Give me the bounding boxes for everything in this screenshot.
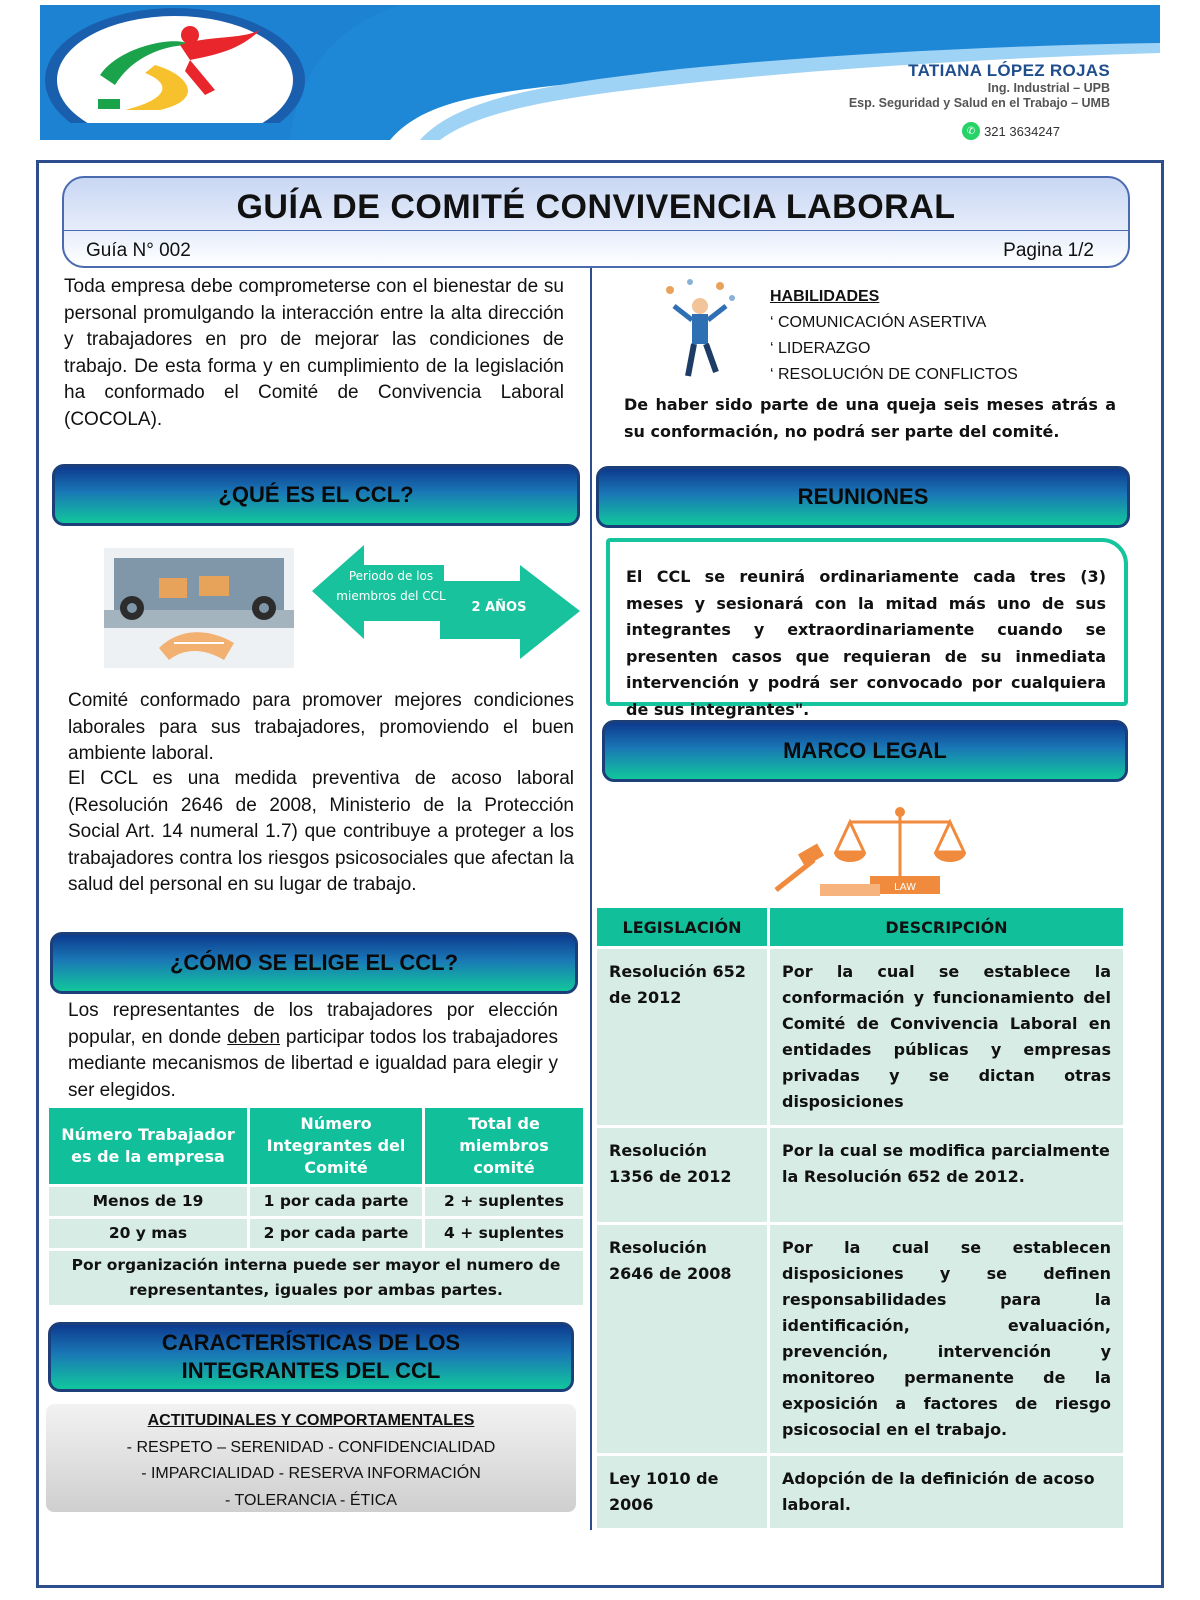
handshake-gears-illustration: [104, 548, 294, 668]
table-cell: Ley 1010 de 2006: [597, 1456, 767, 1528]
section-title: REUNIONES: [797, 484, 929, 509]
section-header-caracteristicas: [48, 1322, 574, 1392]
table-cell: Resolución 2646 de 2008: [597, 1225, 767, 1453]
table-cell: Menos de 19: [49, 1187, 247, 1216]
phone-contact: [962, 122, 1060, 140]
phone-number: 321 3634247: [984, 123, 1060, 139]
section-title: ¿CÓMO SE ELIGE EL CCL?: [169, 950, 459, 975]
table-cell: Por la cual se modifica parcialmente la Resolución 652 de 2012.: [770, 1128, 1123, 1222]
como-elige-underlined: deben: [227, 1026, 281, 1048]
table-cell: 20 y mas: [49, 1219, 247, 1248]
skills-list: [770, 284, 1018, 388]
section-title: MARCO LEGAL: [783, 738, 947, 763]
scales-of-justice-icon: [770, 800, 970, 900]
page-title: GUÍA DE COMITÉ CONVIVENCIA LABORAL: [236, 188, 956, 226]
section-header-como-elige: [50, 932, 578, 994]
author-name: TATIANA LÓPEZ ROJAS: [908, 61, 1110, 80]
section-title-line-1: CARACTERÍSTICAS DE LOS: [161, 1330, 461, 1355]
actitudinales-heading: ACTITUDINALES Y COMPORTAMENTALES: [147, 1412, 475, 1429]
table-row: [597, 949, 1123, 1125]
como-elige-text-2: participar todos los trabajadores mediante mecanismos de libertad e igualdad para elegir y ser elegidos.: [68, 1026, 558, 1101]
table-header-row: [49, 1108, 583, 1184]
list-item: - RESPETO – SERENIDAD - CONFIDENCIALIDAD: [126, 1438, 496, 1456]
table-cell: Resolución 652 de 2012: [597, 949, 767, 1125]
table-cell: Resolución 1356 de 2012: [597, 1128, 767, 1222]
table-row: [597, 1456, 1123, 1528]
table-cell: 2 + suplentes: [425, 1187, 583, 1216]
header-banner: [40, 5, 1160, 140]
table-cell: 4 + suplentes: [425, 1219, 583, 1248]
members-table: [46, 1105, 586, 1308]
section-title: [162, 1329, 460, 1385]
section-title: ¿QUÉ ES EL CCL?: [218, 482, 414, 507]
legislation-table: [594, 905, 1126, 1531]
reuniones-box: [606, 538, 1128, 719]
intro-paragraph: Toda empresa debe comprometerse con el bienestar de su personal promulgando la interacción entre la alta dirección y trabajadores en pro de mejorar las condiciones de trabajo. De esta forma y en cumplimiento de la legislación ha conformado el Comité de Convivencia Laboral (COCOLA).: [64, 276, 564, 430]
whatsapp-icon: ✆: [962, 122, 980, 140]
section-header-que-es: [52, 464, 580, 526]
list-item: ‘ LIDERAZGO: [770, 340, 871, 357]
skills-warning: De haber sido parte de una queja seis meses atrás a su conformación, no podrá ser parte del comité.: [624, 395, 1116, 441]
list-item: ‘ RESOLUCIÓN DE CONFLICTOS: [770, 366, 1018, 383]
author-specialization: Esp. Seguridad y Salud en el Trabajo – UMB: [848, 96, 1110, 110]
table-cell: 1 por cada parte: [250, 1187, 422, 1216]
table-cell: Por la cual se establece la conformación y funcionamiento del Comité de Convivencia Laboral en entidades públicas y empresas privadas y se dictan otras disposiciones: [770, 949, 1123, 1125]
law-label: LAW: [894, 882, 916, 893]
table-header-row: [597, 908, 1123, 946]
que-es-paragraph-1: Comité conformado para promover mejores condiciones laborales para sus trabajadores, promoviendo el buen ambiente laboral.: [68, 690, 574, 764]
table-note-row: [49, 1251, 583, 1305]
skills-heading: HABILIDADES: [770, 288, 880, 305]
reuniones-text: El CCL se reunirá ordinariamente cada tres (3) meses y sesionará con la mitad más uno de sus integrantes y extraordinariamente cuando se presenten casos que requieran de su inmediata intervención y podrá ser convocado por cualquiera de sus integrantes".: [626, 567, 1106, 719]
table-row: [597, 1128, 1123, 1222]
title-box: [62, 176, 1130, 268]
table-header-cell: Total de miembros comité: [425, 1108, 583, 1184]
table-cell: 2 por cada parte: [250, 1219, 422, 1248]
table-cell: Adopción de la definición de acoso laboral.: [770, 1456, 1123, 1528]
table-row: [49, 1187, 583, 1216]
author-block: [740, 61, 1160, 111]
table-header-cell: DESCRIPCIÓN: [770, 908, 1123, 946]
title-divider: [64, 230, 1128, 231]
que-es-paragraph-2: El CCL es una medida preventiva de acoso laboral (Resolución 2646 de 2008, Ministerio de la Protección Social Art. 14 numeral 1.7) que contribuye a proteger a los trabajadores contra los riesgos psicosociales que afectan la salud del personal en su lugar de trabajo.: [68, 768, 574, 895]
section-header-marco-legal: [602, 720, 1128, 782]
author-degree: Ing. Industrial – UPB: [987, 81, 1110, 95]
column-divider: [590, 268, 592, 1530]
table-row: [597, 1225, 1123, 1453]
arrow-right-label: 2 AÑOS: [471, 600, 527, 615]
skill-label: COMUNICACIÓN ASERTIVA: [778, 314, 987, 331]
como-elige-text-1: Los representantes de los trabajadores por elección popular, en donde: [68, 1000, 558, 1048]
guide-number: Guía N° 002: [86, 240, 191, 261]
arrow-left-label: Periodo de los miembros del CCL: [336, 569, 446, 603]
table-row: [49, 1219, 583, 1248]
section-header-reuniones: [596, 466, 1130, 528]
businessman-juggling-illustration: [660, 276, 740, 388]
table-header-cell: Número Integrantes del Comité: [250, 1108, 422, 1184]
table-cell: Por la cual se establecen disposiciones y se definen responsabilidades para la identificación, evaluación, prevención, intervención y monitoreo permanente de la exposición a factores de riesgo psicosocial en el trabajo.: [770, 1225, 1123, 1453]
company-logo: [40, 5, 310, 123]
table-header-cell: LEGISLACIÓN: [597, 908, 767, 946]
table-note: Por organización interna puede ser mayor el numero de representantes, iguales por ambas partes.: [49, 1251, 583, 1305]
page-number: Pagina 1/2: [1003, 240, 1094, 261]
table-header-cell: Número Trabajador es de la empresa: [49, 1108, 247, 1184]
skill-label: RESOLUCIÓN DE CONFLICTOS: [778, 366, 1018, 383]
skill-label: LIDERAZGO: [778, 340, 871, 357]
list-item: ‘ COMUNICACIÓN ASERTIVA: [770, 314, 987, 331]
actitudinales-box: [46, 1404, 576, 1512]
como-elige-paragraph: [68, 998, 558, 1104]
section-title-line-2: INTEGRANTES DEL CCL: [181, 1358, 441, 1383]
list-item: - IMPARCIALIDAD - RESERVA INFORMACIÓN: [141, 1465, 481, 1482]
list-item: - TOLERANCIA - ÉTICA: [225, 1491, 397, 1509]
